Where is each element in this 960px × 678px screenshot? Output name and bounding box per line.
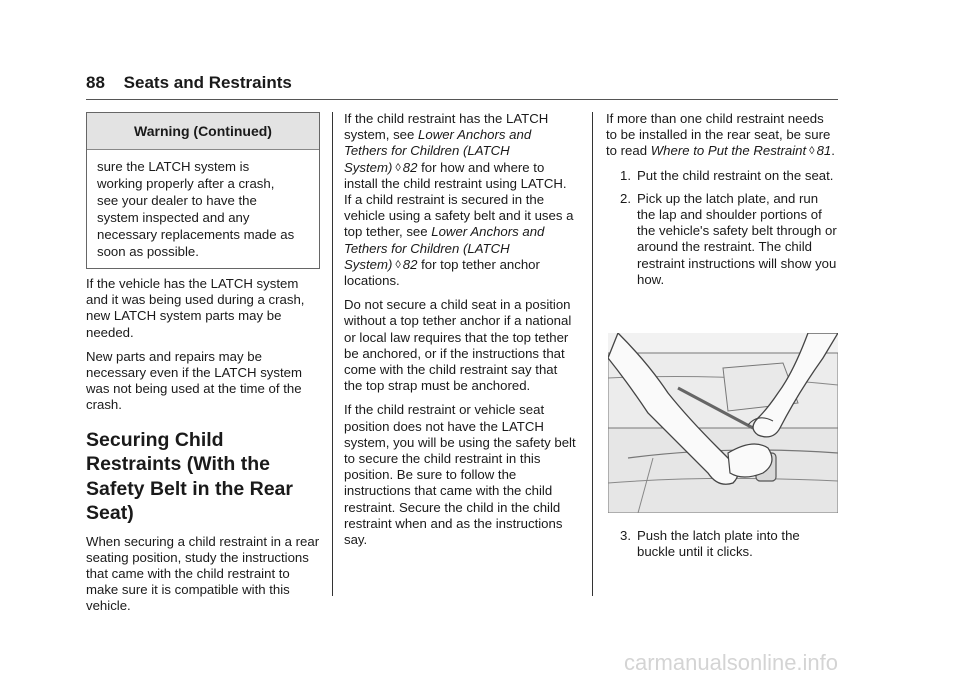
list-item: [606, 168, 838, 184]
page-reference[interactable]: 82: [402, 159, 418, 175]
seatbelt-illustration: [608, 333, 838, 513]
section-heading: Securing Child Restraints (With the Safety Belt in the Rear Seat): [86, 428, 293, 525]
column-3: [606, 111, 838, 295]
column-2: [344, 111, 576, 556]
list-item: [606, 191, 838, 288]
paragraph: New parts and repairs may be necessary even if the LATCH system was not being used at the time of the crash.: [86, 348, 302, 413]
text: If more than one child restraint needs to be installed in the rear seat, be sure to read: [606, 111, 831, 159]
warning-line: working properly after a crash,: [97, 176, 275, 191]
list-item: [606, 528, 838, 560]
reference-arrow-icon: ◊: [395, 258, 401, 271]
page-number: 88: [86, 73, 105, 92]
page-reference[interactable]: 81: [816, 143, 832, 159]
warning-line: necessary replacements made as: [97, 227, 295, 242]
page-reference[interactable]: 82: [402, 256, 418, 272]
step-text: Pick up the latch plate, and run the lap and shoulder portions of the vehicle's safety belt through or around the restraint. The child restraint instructions will show you how.: [637, 190, 837, 287]
steps-list: [606, 168, 838, 288]
warning-line: see your dealer to have the: [97, 193, 257, 208]
warning-line: soon as possible.: [97, 244, 199, 259]
paragraph: Do not secure a child seat in a position without a top tether anchor if a national or local law requires that the top tether be anchored, or if the instructions that come with the child restraint say that the top strap must be anchored.: [344, 297, 572, 394]
page-header: [86, 73, 292, 93]
cross-reference-link[interactable]: Where to Put the Restraint: [650, 143, 807, 159]
column-divider: [592, 112, 593, 596]
paragraph: [606, 111, 838, 160]
steps-list: [606, 528, 838, 560]
column-divider: [332, 112, 333, 596]
warning-body: [87, 150, 319, 268]
warning-box: [86, 112, 320, 269]
paragraph: When securing a child restraint in a rear seating position, study the instructions that came with the child restraint to make sure it is compatible with this vehicle.: [86, 533, 320, 614]
watermark: carmanualsonline.info: [624, 650, 839, 675]
cross-reference-link[interactable]: Lower Anchors and Tethers for Children (LATCH System): [344, 224, 545, 272]
paragraph: [344, 111, 576, 289]
paragraph: If the vehicle has the LATCH system and it was being used during a crash, new LATCH system parts may be needed.: [86, 276, 305, 340]
column-3-continued: [606, 528, 838, 567]
step-text: Push the latch plate into the buckle until it clicks.: [637, 528, 800, 560]
warning-line: sure the LATCH system is: [97, 159, 250, 174]
text: for top tether anchor locations.: [344, 256, 540, 289]
warning-title: Warning (Continued): [87, 113, 319, 150]
reference-arrow-icon: ◊: [809, 145, 815, 158]
reference-arrow-icon: ◊: [395, 161, 401, 174]
column-1: [86, 276, 322, 623]
step-number: 3.: [620, 528, 631, 543]
cross-reference-link[interactable]: Lower Anchors and Tethers for Children (LATCH System): [344, 127, 532, 175]
paragraph: If the child restraint or vehicle seat position does not have the LATCH system, you will be using the safety belt to secure the child restraint in this position. Be sure to follow the instructions that came with the child restraint. Secure the child in the child restraint when and as the instructions say.: [344, 402, 576, 548]
text: .: [831, 143, 835, 159]
header-rule: [86, 99, 838, 100]
seatbelt-drawing: [608, 333, 838, 513]
section-title: Seats and Restraints: [123, 73, 292, 92]
text: for how and where to install the child restraint using LATCH. If a child restraint is secured in the vehicle using a safety belt and it uses a top tether, see: [344, 159, 574, 240]
text: If the child restraint has the LATCH system, see: [344, 111, 549, 143]
warning-line: system inspected and any: [97, 210, 250, 225]
step-number: 1.: [620, 167, 631, 183]
step-number: 2.: [620, 190, 631, 206]
step-text: Put the child restraint on the seat.: [637, 167, 834, 183]
